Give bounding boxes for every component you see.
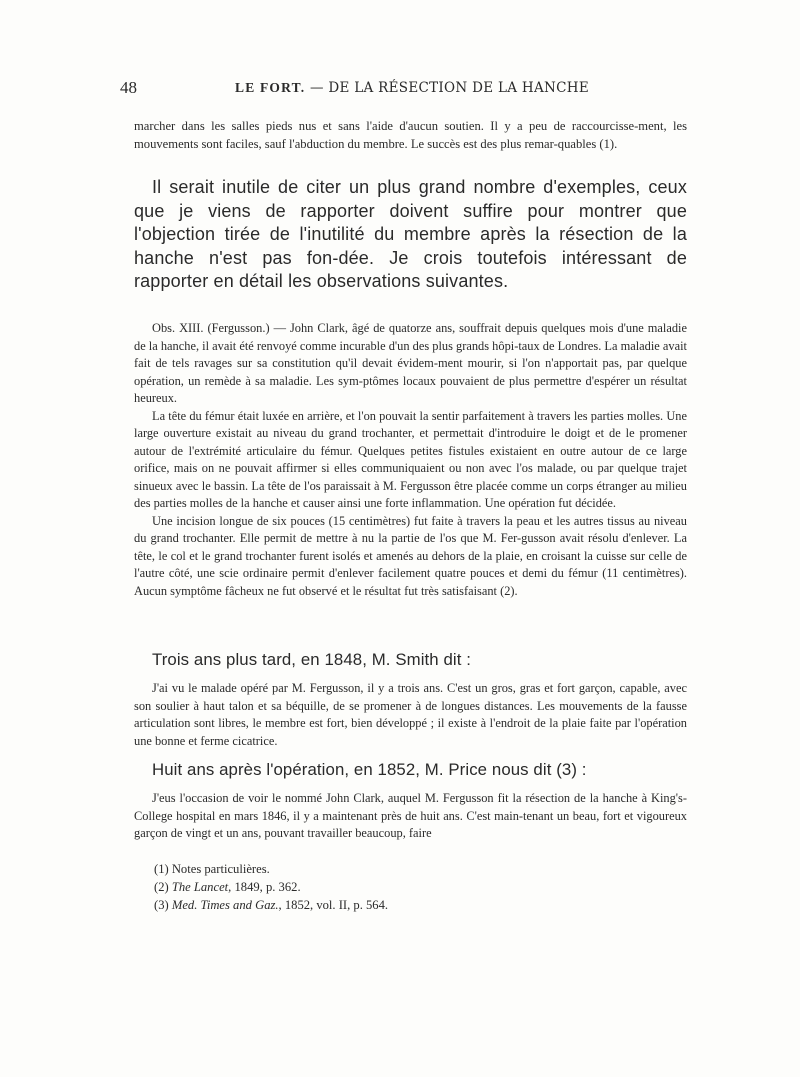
paragraph-smith-intro: [134, 650, 687, 670]
footnote-marker: (3): [154, 898, 172, 912]
running-title: [235, 80, 589, 96]
running-title-text: — DE LA RÉSECTION DE LA HANCHE: [305, 80, 589, 96]
paragraph-main: [134, 176, 687, 294]
running-title-author: LE FORT.: [235, 80, 306, 95]
paragraph-text: marcher dans les salles pieds nus et sans l'aide d'aucun soutien. Il y a peu de raccourcisse-ment, les mouvements sont faciles, sauf l'abduction du membre. Le succès est des plus remar-quables (1).: [134, 119, 687, 151]
observation-xiii: [134, 320, 687, 600]
footnote-1: (1) Notes particulières.: [154, 862, 270, 876]
paragraph-text: Huit ans après l'opération, en 1852, M. Price nous dit (3) :: [152, 760, 587, 779]
running-header: [120, 78, 690, 102]
observation-paragraph: Obs. XIII. (Fergusson.) — John Clark, âgé de quatorze ans, souffrait depuis quelques mois d'une maladie de la hanche, il avait été renvoyé comme incurable d'un des plus grands hôpi-taux de Londres. La maladie avait fait de tels ravages sur sa constitution qu'il devait évidem-ment mourir, si l'on n'apportait pas, par quelque opération, un remède à sa maladie. Les sym-ptômes locaux pouvaient de plus permettre d'espérer un résultat heureux.: [134, 321, 687, 405]
quote-text: J'ai vu le malade opéré par M. Fergusson, il y a trois ans. C'est un gros, gras et fort garçon, capable, avec son soulier à haut talon et sa béquille, de se promener à de longues distances. Les mouvements de la fausse articulation sont libres, le membre est fort, bien développé ; il existe à l'endroit de la plaie faite par l'opération une bonne et ferme cicatrice.: [134, 681, 687, 748]
paragraph-text: Il serait inutile de citer un plus grand nombre d'exemples, ceux que je viens de rapporter doivent suffire pour montrer que l'objection tirée de l'inutilité du membre après la résection de la hanche n'est pas fon-dée. Je crois toutefois intéressant de rapporter en détail les observations suivantes.: [134, 177, 687, 292]
footnote-source-title: The Lancet: [171, 880, 229, 894]
footnote-3: [134, 896, 687, 914]
observation-paragraph: Une incision longue de six pouces (15 centimètres) fut faite à travers la peau et les autres tissus au niveau du grand trochanter. Elle permit de mettre à nu la partie de l'os que M. Fer-gusson avait résolu d'enlever. La tête, le col et le grand trochanter furent isolés et amenés au dehors de la plaie, en croisant la cuisse sur celle de l'autre côté, une scie ordinaire permit d'enlever facilement quatre pouces et demi du fémur (11 centimètres). Aucun symptôme fâcheux ne fut observé et le résultat fut très satisfaisant (2).: [134, 513, 687, 598]
footnote-2: [134, 878, 687, 896]
paragraph-text: Trois ans plus tard, en 1848, M. Smith dit :: [152, 650, 472, 669]
quote-price: [134, 790, 687, 843]
footnotes: [134, 860, 687, 914]
observation-paragraph: La tête du fémur était luxée en arrière, et l'on pouvait la sentir parfaitement à travers les parties molles. Une large ouverture existait au niveau du grand trochanter, et permettait d'introduire le doigt et de le promener autour de l'extrémité articulaire du fémur. Quelques petites fistules existaient en outre autour de ce large orifice, mais on ne pouvait affirmer si elles communiquaient ou non avec l'os malade, ou par quelque trajet sinueux avec le bassin. La tête de l'os paraissait à M. Fergusson être placée comme un corps étranger au milieu des parties molles de la hanche et causer ainsi une forte inflammation. Une opération fut décidée.: [134, 408, 687, 510]
page-number: 48: [120, 78, 137, 97]
quote-text: J'eus l'occasion de voir le nommé John Clark, auquel M. Fergusson fit la résection de la hanche à King's-College hospital en mars 1846, il y a maintenant près de huit ans. C'est main-tenant un beau, fort et vigoureux garçon de vingt et un ans, pouvant travailler beaucoup, faire: [134, 791, 687, 840]
paragraph-price-intro: [134, 760, 687, 780]
footnote-marker: (2): [154, 880, 172, 894]
footnote-reference: , 1849, p. 362.: [228, 880, 301, 894]
quote-smith: [134, 680, 687, 750]
footnote-reference: , 1852, vol. II, p. 564.: [278, 898, 389, 912]
paragraph-continuation: [134, 118, 687, 154]
footnote-source-title: Med. Times and Gaz.: [171, 898, 279, 912]
